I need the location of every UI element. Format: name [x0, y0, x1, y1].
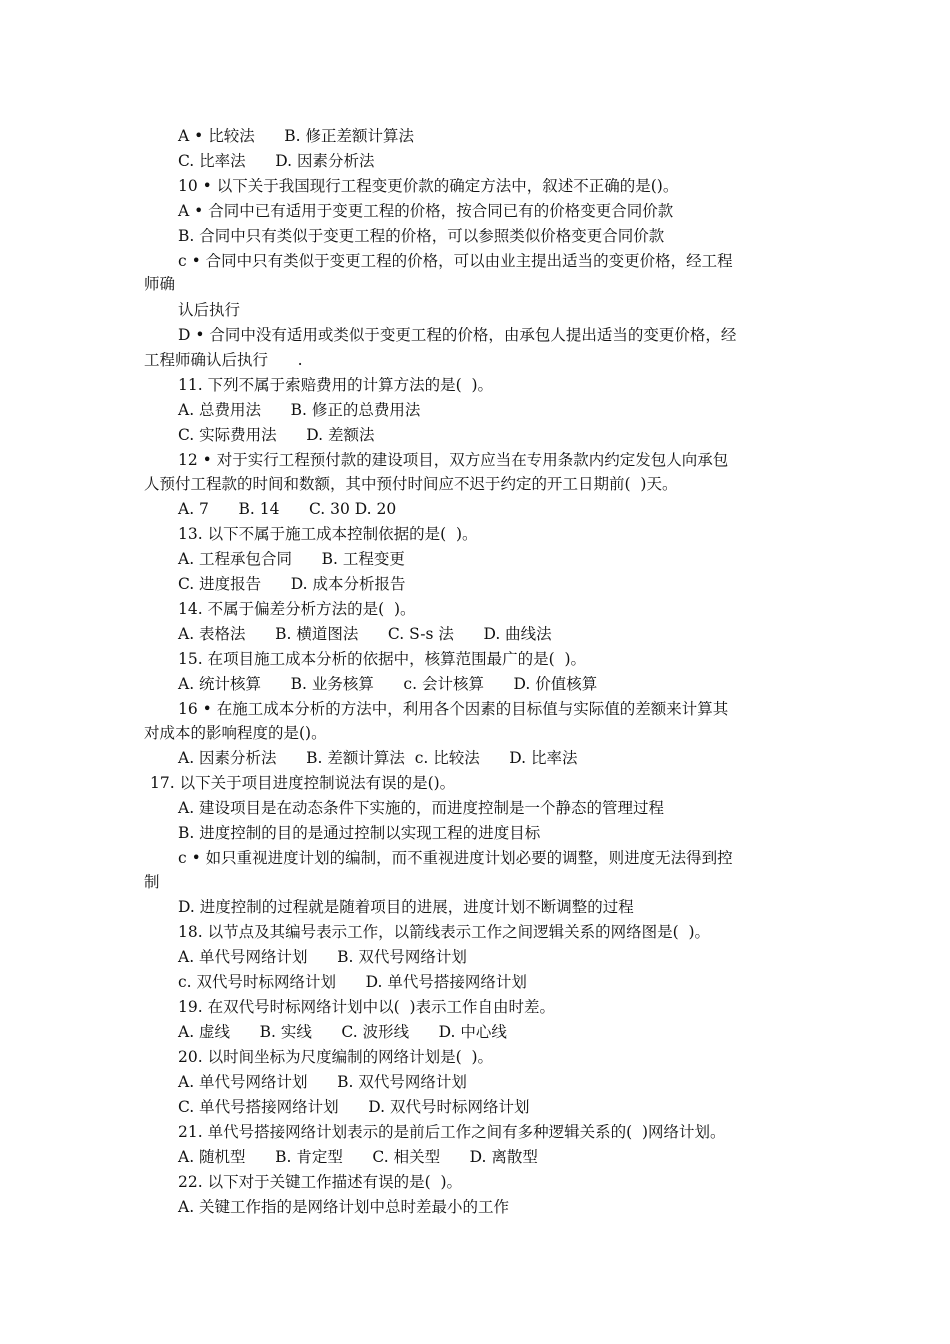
question-line: 13. 以下不属于施工成本控制依据的是( )。: [178, 525, 478, 543]
option-line: c • 合同中只有类似于变更工程的价格，可以由业主提出适当的变更价格，经工程: [178, 252, 733, 270]
option-line-continued: 工程师确认后执行 .: [144, 351, 303, 369]
question-line: 22. 以下对于关键工作描述有误的是( )。: [178, 1173, 463, 1191]
question-line: 17. 以下关于项目进度控制说法有误的是()。: [150, 774, 456, 792]
question-line-continued: 对成本的影响程度的是()。: [144, 724, 327, 742]
question-line: 18. 以节点及其编号表示工作，以箭线表示工作之间逻辑关系的网络图是( )。: [178, 923, 711, 941]
option-line: A. 7 B. 14 C. 30 D. 20: [178, 500, 397, 518]
option-line: A. 随机型 B. 肯定型 C. 相关型 D. 离散型: [178, 1148, 538, 1166]
option-line: A • 合同中已有适用于变更工程的价格，按合同已有的价格变更合同价款: [178, 202, 674, 220]
option-line: c • 如只重视进度计划的编制，而不重视进度计划必要的调整，则进度无法得到控: [178, 849, 733, 867]
option-line-continued: 师确: [144, 275, 176, 293]
question-line: 20. 以时间坐标为尺度编制的网络计划是( )。: [178, 1048, 494, 1066]
option-line: A. 虚线 B. 实线 C. 波形线 D. 中心线: [178, 1023, 507, 1041]
option-line: A. 统计核算 B. 业务核算 c. 会计核算 D. 价值核算: [178, 675, 598, 693]
option-line-continued: 认后执行: [178, 301, 241, 319]
question-line: 16 • 在施工成本分析的方法中，利用各个因素的目标值与实际值的差额来计算其: [178, 700, 729, 718]
option-line: A. 建设项目是在动态条件下实施的，而进度控制是一个静态的管理过程: [178, 799, 665, 817]
question-line: 10 • 以下关于我国现行工程变更价款的确定方法中，叙述不正确的是()。: [178, 177, 679, 195]
option-line: A. 单代号网络计划 B. 双代号网络计划: [178, 1073, 467, 1091]
option-line: A. 表格法 B. 横道图法 C. S-s 法 D. 曲线法: [178, 625, 552, 643]
question-line-continued: 人预付工程款的时间和数额，其中预付时间应不迟于约定的开工日期前( )天。: [144, 475, 678, 493]
option-line: B. 进度控制的目的是通过控制以实现工程的进度目标: [178, 824, 541, 842]
question-line: 15. 在项目施工成本分析的依据中，核算范围最广的是( )。: [178, 650, 587, 668]
option-line: A. 因素分析法 B. 差额计算法 c. 比较法 D. 比率法: [178, 749, 578, 767]
option-line: A. 关键工作指的是网络计划中总时差最小的工作: [178, 1198, 510, 1216]
option-line: D. 进度控制的过程就是随着项目的进展，进度计划不断调整的过程: [178, 898, 634, 916]
question-line: 14. 不属于偏差分析方法的是( )。: [178, 600, 416, 618]
option-line: A • 比较法 B. 修正差额计算法: [178, 127, 414, 145]
option-line: C. 进度报告 D. 成本分析报告: [178, 575, 406, 593]
option-line: B. 合同中只有类似于变更工程的价格，可以参照类似价格变更合同价款: [178, 227, 665, 245]
option-line: c. 双代号时标网络计划 D. 单代号搭接网络计划: [178, 973, 527, 991]
option-line-continued: 制: [144, 873, 160, 891]
option-line: C. 单代号搭接网络计划 D. 双代号时标网络计划: [178, 1098, 530, 1116]
question-line: 19. 在双代号时标网络计划中以( )表示工作自由时差。: [178, 998, 556, 1016]
question-line: 12 • 对于实行工程预付款的建设项目，双方应当在专用条款内约定发包人向承包: [178, 451, 729, 469]
option-line: A. 总费用法 B. 修正的总费用法: [178, 401, 421, 419]
option-line: A. 工程承包合同 B. 工程变更: [178, 550, 405, 568]
option-line: D • 合同中没有适用或类似于变更工程的价格，由承包人提出适当的变更价格，经: [178, 326, 737, 344]
option-line: C. 实际费用法 D. 差额法: [178, 426, 375, 444]
question-line: 11. 下列不属于索赔费用的计算方法的是( )。: [178, 376, 494, 394]
option-line: A. 单代号网络计划 B. 双代号网络计划: [178, 948, 467, 966]
question-line: 21. 单代号搭接网络计划表示的是前后工作之间有多种逻辑关系的( )网络计划。: [178, 1123, 726, 1141]
option-line: C. 比率法 D. 因素分析法: [178, 152, 375, 170]
